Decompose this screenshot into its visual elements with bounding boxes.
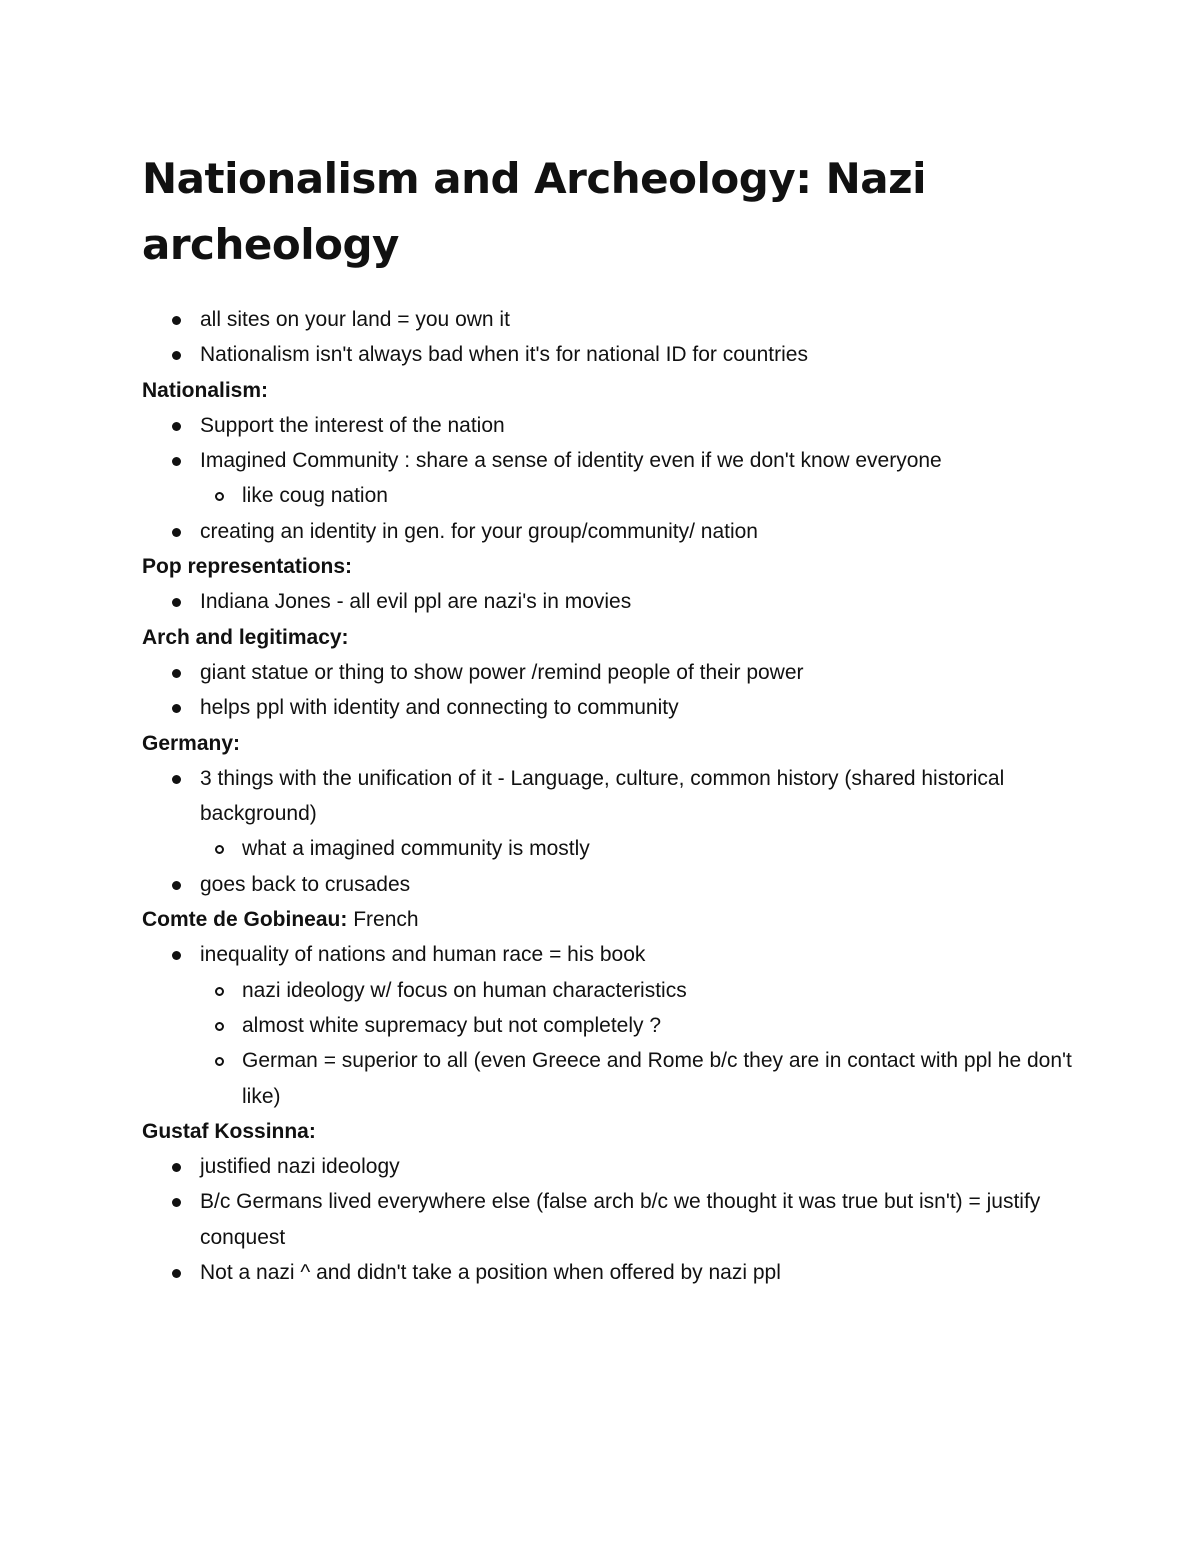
list-item-text: almost white supremacy but not completely ? (242, 1013, 662, 1037)
bullet-list (142, 1149, 1072, 1290)
sub-list-item (142, 973, 1072, 1008)
list-item (142, 514, 1072, 549)
list-item-text: creating an identity in gen. for your group/community/ nation (200, 519, 758, 543)
bullet-disc-icon (172, 316, 181, 325)
list-item-text: German = superior to all (even Greece and Rome b/c they are in contact with ppl he don't like) (242, 1049, 1072, 1108)
list-item (142, 690, 1072, 725)
list-item-text: goes back to crusades (200, 872, 411, 896)
list-item-text: justified nazi ideology (200, 1155, 400, 1179)
section-heading: Germany: (142, 731, 241, 755)
list-item (142, 867, 1072, 902)
section (142, 620, 1072, 726)
list-item-text: Not a nazi ^ and didn't take a position when offered by nazi ppl (200, 1261, 781, 1285)
section-heading-line (142, 726, 1072, 761)
bullet-list (142, 408, 1072, 549)
section-heading: Comte de Gobineau: (142, 908, 348, 932)
list-item-text: Indiana Jones - all evil ppl are nazi's in movies (200, 590, 632, 614)
list-item-text: giant statue or thing to show power /remind people of their power (200, 660, 804, 684)
sections (142, 373, 1072, 1291)
list-item-text: Imagined Community : share a sense of identity even if we don't know everyone (200, 449, 942, 473)
bullet-list (142, 584, 1072, 619)
list-item (142, 408, 1072, 443)
section-heading-line (142, 902, 1072, 937)
list-item (142, 443, 1072, 478)
bullet-disc-icon (172, 351, 181, 360)
section (142, 549, 1072, 620)
list-item (142, 584, 1072, 619)
section-heading-line (142, 549, 1072, 584)
section-heading-suffix: French (347, 908, 419, 932)
bullet-disc-icon (172, 457, 181, 466)
section-heading: Pop representations: (142, 555, 353, 579)
bullet-disc-icon (172, 1163, 181, 1172)
list-item-text: Support the interest of the nation (200, 413, 505, 437)
list-item (142, 937, 1072, 972)
bullet-disc-icon (172, 422, 181, 431)
list-item-text: like coug nation (242, 484, 388, 508)
section (142, 373, 1072, 549)
bullet-disc-icon (172, 669, 181, 678)
list-item-text: B/c Germans lived everywhere else (false arch b/c we thought it was true but isn't) = justify conquest (200, 1190, 1041, 1249)
intro-list (142, 302, 1072, 373)
section-heading: Gustaf Kossinna: (142, 1119, 316, 1143)
page-title: Nationalism and Archeology: Nazi archeology (142, 154, 926, 269)
bullet-circle-icon (215, 1057, 224, 1066)
bullet-disc-icon (172, 775, 181, 784)
bullet-list (142, 761, 1072, 902)
section-heading-line (142, 1114, 1072, 1149)
bullet-list (142, 655, 1072, 726)
bullet-disc-icon (172, 1198, 181, 1207)
bullet-disc-icon (172, 951, 181, 960)
section-heading: Nationalism: (142, 378, 269, 402)
list-item (142, 1184, 1072, 1255)
bullet-circle-icon (215, 492, 224, 501)
list-item (142, 761, 1072, 832)
bullet-disc-icon (172, 528, 181, 537)
bullet-disc-icon (172, 704, 181, 713)
list-item-text: inequality of nations and human race = his book (200, 943, 646, 967)
section-heading-line (142, 373, 1072, 408)
section-heading: Arch and legitimacy: (142, 625, 349, 649)
list-item-text: what a imagined community is mostly (242, 837, 590, 861)
section (142, 1114, 1072, 1290)
document-body (142, 146, 1072, 1290)
bullet-circle-icon (215, 845, 224, 854)
bullet-disc-icon (172, 598, 181, 607)
bullet-circle-icon (215, 1022, 224, 1031)
list-item-text: 3 things with the unification of it - Language, culture, common history (shared historical background) (200, 766, 1005, 826)
list-item (142, 1255, 1072, 1290)
list-item (142, 337, 1072, 372)
section-heading-line (142, 620, 1072, 655)
bullet-circle-icon (215, 987, 224, 996)
bullet-disc-icon (172, 881, 181, 890)
bullet-disc-icon (172, 1269, 181, 1278)
bullet-list (142, 937, 1072, 1113)
sub-list-item (142, 478, 1072, 513)
sub-list-item (142, 1043, 1072, 1114)
list-item (142, 1149, 1072, 1184)
sub-list-item (142, 1008, 1072, 1043)
sub-list-item (142, 831, 1072, 866)
list-item (142, 302, 1072, 337)
list-item-text: nazi ideology w/ focus on human characteristics (242, 978, 687, 1002)
list-item-text: Nationalism isn't always bad when it's for national ID for countries (200, 343, 808, 367)
list-item (142, 655, 1072, 690)
section (142, 726, 1072, 902)
list-item-text: helps ppl with identity and connecting to community (200, 696, 679, 720)
list-item-text: all sites on your land = you own it (200, 308, 510, 331)
section (142, 902, 1072, 1114)
